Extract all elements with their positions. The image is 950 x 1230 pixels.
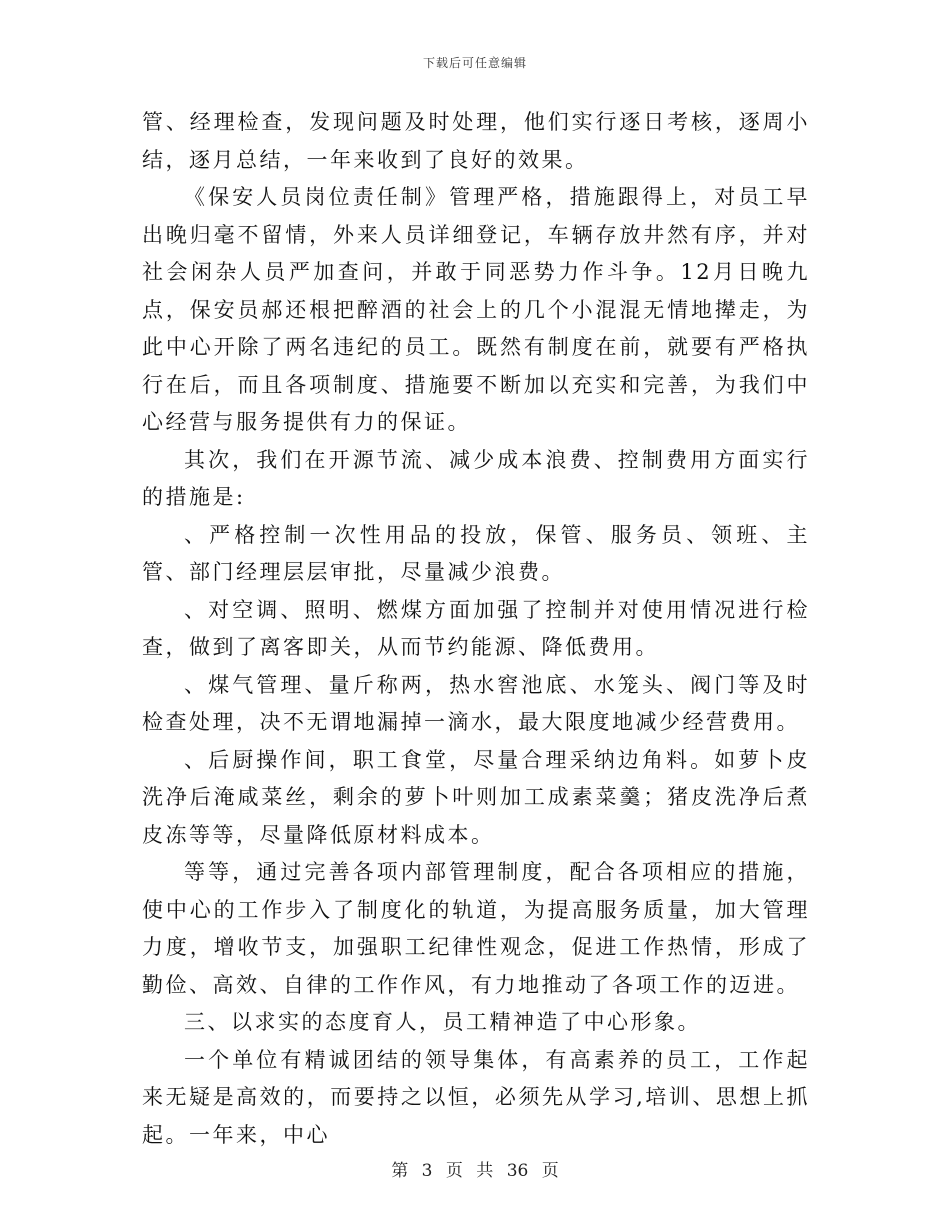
list-item-kitchen: 、后厨操作间，职工食堂，尽量合理采纳边角料。如萝卜皮洗净后淹咸菜丝，剩余的萝卜叶则加工成素菜羹；猪皮洗净后煮皮冻等等，尽量降低原材料成本。 [142, 747, 810, 847]
document-body [142, 104, 810, 1154]
paragraph-training: 一个单位有精诚团结的领导集体，有高素养的员工，工作起来无疑是高效的，而要持之以恒，必须先从学习,培训、思想上抓起。一年来，中心 [142, 1047, 810, 1147]
paragraph-continuation: 管、经理检查，发现问题及时处理，他们实行逐日考核，逐周小结，逐月总结，一年来收到了良好的效果。 [142, 110, 810, 172]
list-item-gas-water: 、煤气管理、量斤称两，热水窖池底、水笼头、阀门等及时检查处理，决不无谓地漏掉一滴水，最大限度地减少经营费用。 [142, 672, 810, 734]
page-header-note: 下载后可任意编辑 [422, 56, 527, 70]
list-item-energy: 、对空调、照明、燃煤方面加强了控制并对使用情况进行检查，做到了离客即关，从而节约能源、降低费用。 [142, 597, 810, 659]
paragraph-summary: 等等，通过完善各项内部管理制度，配合各项相应的措施，使中心的工作步入了制度化的轨道，为提高服务质量，加大管理力度，增收节支，加强职工纪律性观念，促进工作热情，形成了勤俭、高效、自律的工作作风，有力地推动了各项工作的迈进。 [142, 860, 810, 997]
paragraph-security-responsibility: 《保安人员岗位责任制》管理严格，措施跟得上，对员工早出晚归毫不留情，外来人员详细登记，车辆存放井然有序，并对社会闲杂人员严加查问，并敢于同恶势力作斗争。12月日晚九点，保安员郝还根把醉酒的社会上的几个小混混无情地撵走，为此中心开除了两名违纪的员工。既然有制度在前，就要有严格执行在后，而且各项制度、措施要不断加以充实和完善，为我们中心经营与服务提供有力的保证。 [142, 185, 810, 434]
page-number-footer: 第 3 页 共 36 页 [391, 1161, 559, 1181]
section-heading-three: 三、以求实的态度育人，员工精神造了中心形象。 [184, 1010, 701, 1034]
paragraph-cost-control-intro: 其次，我们在开源节流、减少成本浪费、控制费用方面实行的措施是: [142, 447, 810, 509]
list-item-disposables: 、严格控制一次性用品的投放，保管、服务员、领班、主管、部门经理层层审批，尽量减少浪费。 [142, 522, 810, 584]
